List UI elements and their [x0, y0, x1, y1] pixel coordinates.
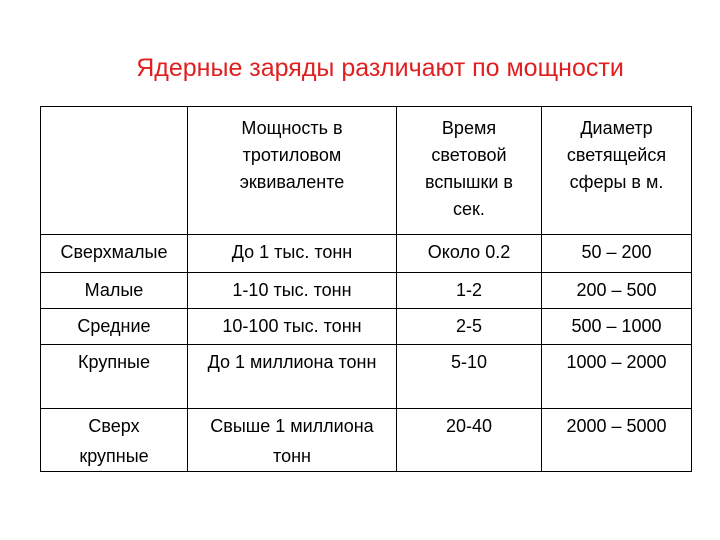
- row-label: Сверх крупные: [41, 409, 188, 472]
- table-cell: 50 – 200: [542, 235, 692, 273]
- table-row: [41, 235, 692, 273]
- table-row: [41, 309, 692, 345]
- table-cell: 2-5: [397, 309, 542, 345]
- table-cell: До 1 миллиона тонн: [188, 345, 397, 409]
- table-cell: До 1 тыс. тонн: [188, 235, 397, 273]
- row-label: Крупные: [41, 345, 188, 409]
- slide-title: Ядерные заряды различают по мощности: [136, 54, 624, 82]
- table-cell: Свыше 1 миллиона тонн: [188, 409, 397, 472]
- yield-table: [40, 106, 692, 472]
- table-row: [41, 345, 692, 409]
- header-cell-sphere-diameter: Диаметр светящейся сферы в м.: [542, 107, 692, 235]
- table-header-row: [41, 107, 692, 235]
- table-cell: 10-100 тыс. тонн: [188, 309, 397, 345]
- row-label: Средние: [41, 309, 188, 345]
- table-cell: 1-10 тыс. тонн: [188, 273, 397, 309]
- table-row: [41, 409, 692, 472]
- table-row: [41, 273, 692, 309]
- table-cell: 20-40: [397, 409, 542, 472]
- table-cell: 500 – 1000: [542, 309, 692, 345]
- table-cell: 2000 – 5000: [542, 409, 692, 472]
- table-cell: 5-10: [397, 345, 542, 409]
- table-cell: 1-2: [397, 273, 542, 309]
- row-label: Сверхмалые: [41, 235, 188, 273]
- table-cell: Около 0.2: [397, 235, 542, 273]
- header-cell-power: Мощность в тротиловом эквиваленте: [188, 107, 397, 235]
- header-cell-empty: [41, 107, 188, 235]
- table-cell: 200 – 500: [542, 273, 692, 309]
- table-cell: 1000 – 2000: [542, 345, 692, 409]
- row-label: Малые: [41, 273, 188, 309]
- header-cell-flash-time: Время световой вспышки в сек.: [397, 107, 542, 235]
